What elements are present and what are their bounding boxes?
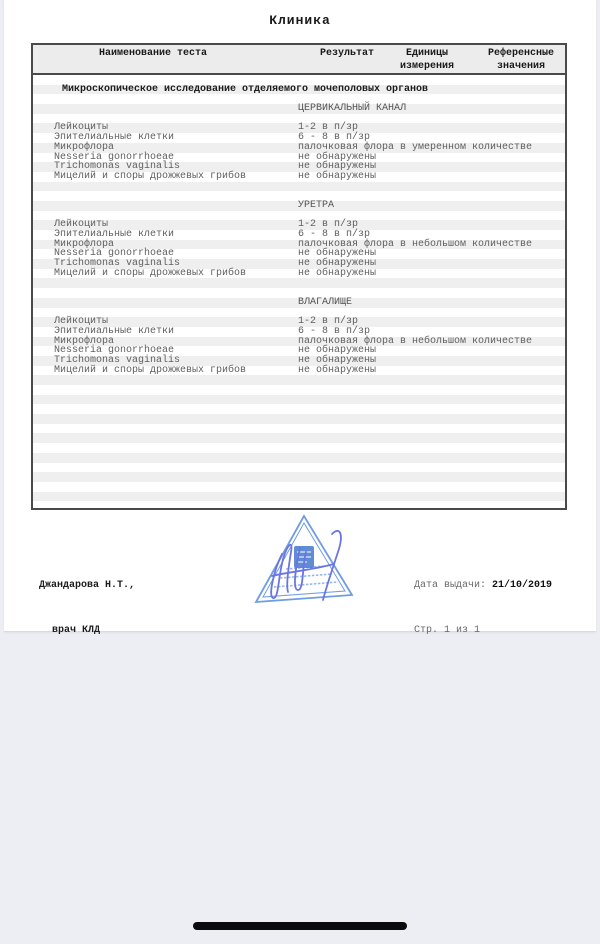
table-row xyxy=(33,278,565,288)
test-result: не обнаружены xyxy=(298,170,377,182)
page-number: Стр. 1 из 1 xyxy=(414,625,481,636)
table-row xyxy=(33,404,565,414)
table-row xyxy=(33,395,565,405)
table-row xyxy=(33,443,565,453)
test-result: не обнаружены xyxy=(298,161,377,173)
test-name: Trichomonas vaginalis xyxy=(54,354,181,366)
test-result: не обнаружены xyxy=(298,267,377,279)
table-row xyxy=(33,182,565,192)
table-row xyxy=(33,501,565,511)
header-result: Результат xyxy=(319,48,374,59)
table-row xyxy=(33,375,565,385)
laboratory-stamp xyxy=(242,512,372,612)
table-row xyxy=(33,463,565,473)
table-row xyxy=(33,482,565,492)
report-document xyxy=(4,0,596,636)
issue-info-block xyxy=(414,548,552,668)
test-result: не обнаружены xyxy=(298,364,377,376)
table-row xyxy=(33,433,565,443)
table-row xyxy=(33,414,565,424)
test-name: Эпителиальные клетки xyxy=(54,229,175,240)
table-row xyxy=(33,269,565,279)
table-row xyxy=(33,424,565,434)
table-row xyxy=(33,492,565,502)
test-result: не обнаружены xyxy=(298,258,377,270)
table-row xyxy=(33,472,565,482)
table-row xyxy=(33,366,565,376)
issue-date-line: Дата выдачи: 21/10/2019 xyxy=(414,580,553,591)
test-result: палочковая флора в небольшом количестве xyxy=(298,335,533,347)
test-name: Лейкоциты xyxy=(54,122,109,134)
test-name: Лейкоциты xyxy=(54,316,109,328)
test-result: 1-2 в п/зр xyxy=(298,316,359,328)
test-result: палочковая флора в небольшом количестве xyxy=(298,238,533,250)
test-result: 1-2 в п/зр xyxy=(298,122,359,134)
table-body xyxy=(33,75,565,511)
doctor-signature-block xyxy=(39,548,135,668)
test-name: Микрофлора xyxy=(54,238,115,250)
table-row xyxy=(33,298,565,308)
test-result: не обнаружены xyxy=(298,248,377,260)
test-name: Trichomonas vaginalis xyxy=(54,161,181,173)
header-test-name: Наименование теста xyxy=(98,48,208,59)
header-reference: Референсные значения xyxy=(487,48,554,72)
issue-date: 21/10/2019 xyxy=(492,580,553,591)
table-row xyxy=(33,172,565,182)
doctor-title: врач КЛД xyxy=(52,625,101,636)
table-row xyxy=(33,385,565,395)
test-name: Nesseria gonorrhoeae xyxy=(54,345,175,357)
table-row xyxy=(33,85,565,95)
test-name: Микрофлора xyxy=(54,141,115,153)
subsection-title: УРЕТРА xyxy=(298,199,335,211)
test-name: Микрофлора xyxy=(54,335,115,347)
subsection-title: ВЛАГАЛИЩЕ xyxy=(298,296,353,308)
home-indicator[interactable] xyxy=(193,922,407,930)
test-result: 6 - 8 в п/зр xyxy=(298,132,371,144)
test-name: Nesseria gonorrhoeae xyxy=(54,248,175,260)
doctor-name: Джандарова Н.Т., xyxy=(39,580,136,591)
test-result: 6 - 8 в п/зр xyxy=(298,325,371,337)
test-result: не обнаружены xyxy=(298,345,377,357)
subsection-title: ЦЕРВИКАЛЬНЫЙ КАНАЛ xyxy=(298,103,407,115)
clinic-title: Клиника xyxy=(269,13,331,28)
test-name: Эпителиальные клетки xyxy=(54,132,175,144)
test-name: Мицелий и споры дрожжевых грибов xyxy=(54,364,247,376)
table-row xyxy=(33,104,565,114)
test-name: Nesseria gonorrhoeae xyxy=(54,151,175,163)
test-name: Мицелий и споры дрожжевых грибов xyxy=(54,267,247,279)
test-name: Мицелий и споры дрожжевых грибов xyxy=(54,170,247,182)
test-name: Эпителиальные клетки xyxy=(54,325,175,337)
table-row xyxy=(33,201,565,211)
test-result: 6 - 8 в п/зр xyxy=(298,229,371,240)
table-row xyxy=(33,453,565,463)
header-units: Единицы измерения xyxy=(399,48,454,72)
test-result: 1-2 в п/зр xyxy=(298,219,359,231)
table-header xyxy=(33,45,565,75)
section-title: Микроскопическое исследование отделяемого мочеполовых органов xyxy=(62,83,429,95)
results-table xyxy=(31,43,567,510)
test-name: Trichomonas vaginalis xyxy=(54,258,181,270)
test-name: Лейкоциты xyxy=(54,219,109,231)
test-result: палочковая флора в умеренном количестве xyxy=(298,141,533,153)
test-result: не обнаружены xyxy=(298,354,377,366)
test-result: не обнаружены xyxy=(298,151,377,163)
